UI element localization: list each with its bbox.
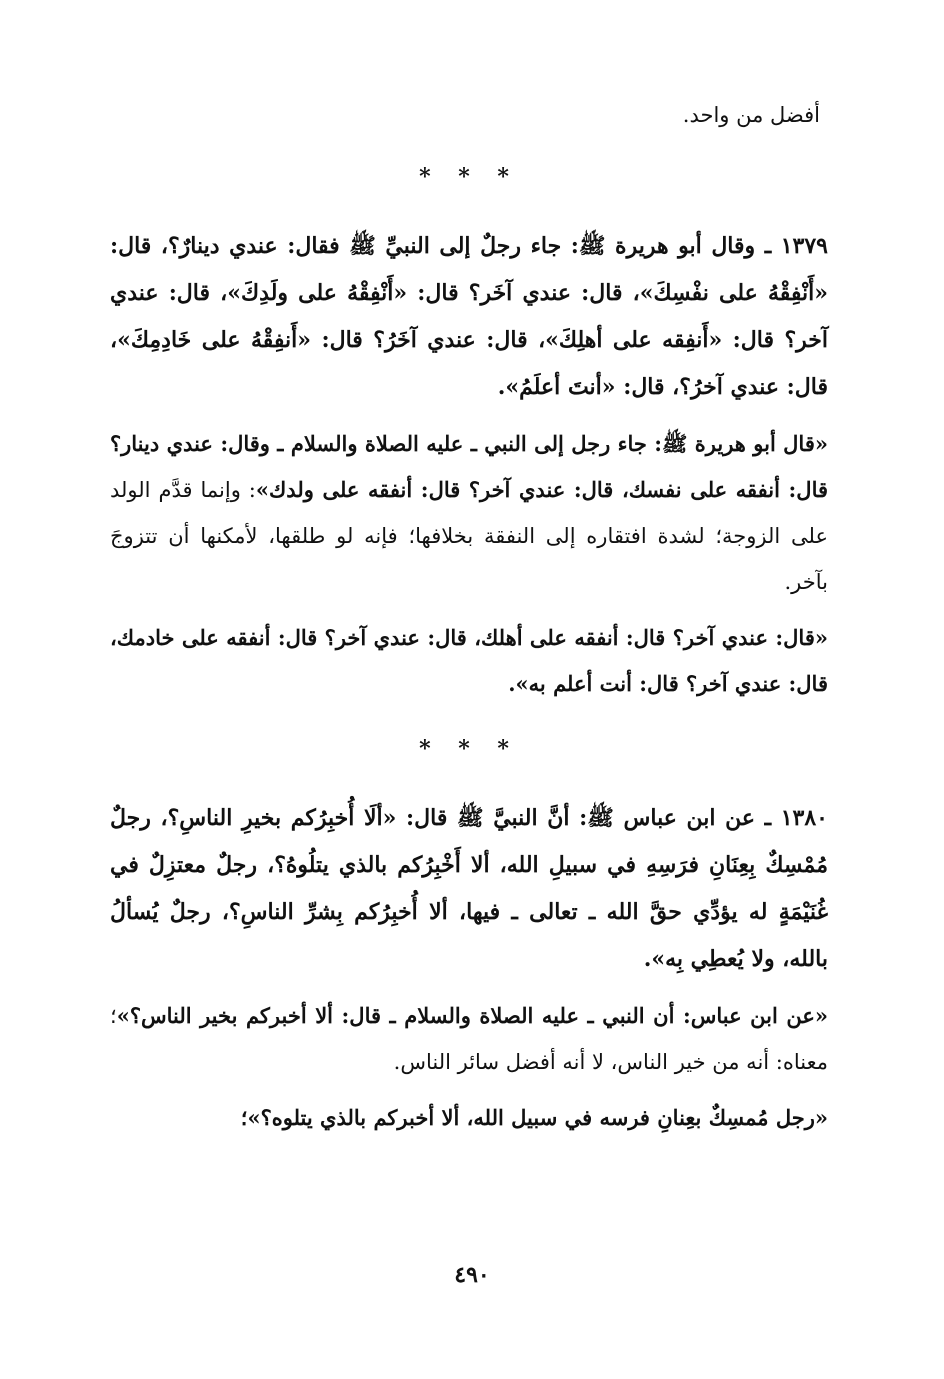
commentary-3-quote: «عن ابن عباس: أن النبي ـ عليه الصلاة والسلام ـ قال: ألا أخبركم بخير الناس؟» [116, 1003, 828, 1028]
commentary-2-quote: «قال: عندي آخر؟ قال: أنفقه على أهلك، قال: عندي آخر؟ قال: أنفقه على خادمك، قال: عندي آخر؟ قال: أنت أعلم به». [110, 625, 828, 696]
commentary-1-quote: «قال أبو هريرة ﷺ: جاء رجل إلى النبي ـ عليه الصلاة والسلام ـ وقال: عندي دينار؟ قال: أنفقه على نفسك، قال: عندي آخر؟ قال: أنفقه على ولدك» [110, 431, 829, 502]
continuation-line: أفضل من واحد. [682, 103, 820, 127]
commentary-4 [110, 1095, 828, 1141]
page-number: ٤٩٠ [454, 1262, 490, 1288]
commentary-3 [110, 993, 828, 1085]
commentary-4-quote: «رجل مُمسِكٌ بعِنانِ فرسه في سبيل الله، ألا أخبركم بالذي يتلوه؟»؛ [240, 1105, 828, 1130]
commentary-2 [110, 615, 828, 707]
page-body [110, 95, 828, 1151]
section-separator-2: * * * [419, 736, 519, 762]
section-separator: * * * [419, 164, 519, 190]
commentary-1-text: : وإنما قدَّم الولد على الزوجة؛ لشدة افتقاره إلى النفقة بخلافها؛ فإنه لو طلقها، لأمكنها أن تتزوجَ بآخر. [110, 478, 828, 594]
hadith-1379: ١٣٧٩ ـ وقال أبو هريرة ﷺ: جاء رجلٌ إلى النبيِّ ﷺ فقال: عندي دينارٌ؟، قال: «أَنْفِقْهُ على نفْسِكَ»، قال: عندي آخَر؟ قال: «أَنْفِقْهُ على ولَدِكَ»، قال: عندي آخر؟ قال: «أَنفِقه على أهلِكَ»، قال: عندي آخَرُ؟ قال: «أَنفِقْهُ على خَادِمِكَ»، قال: عندي آخرُ؟، قال: «أنتَ أعلَمُ». [110, 233, 828, 400]
commentary-3-text: ؛ معناه: أنه من خير الناس، لا أنه أفضل سائر الناس. [110, 1004, 828, 1074]
commentary-1 [110, 421, 828, 605]
hadith-1380: ١٣٨٠ ـ عن ابن عباس ﷺ: أنَّ النبيَّ ﷺ قال: «ألَا أُخبِرُكم بخيرِ الناسِ؟، رجلٌ مُمْسِكٌ بِعِنَانِ فرَسِهِ في سبيلِ الله، ألا أَخْبِرُكم بالذي يتلُوهُ؟، رجلٌ معتزِلٌ في غُنَيْمَةٍ له يؤدِّي حقَّ الله ـ تعالى ـ فيها، ألا أُخبِرُكم بِشرِّ الناسِ؟، رجلٌ يُسألُ بالله، ولا يُعطِي بِه». [110, 805, 828, 972]
